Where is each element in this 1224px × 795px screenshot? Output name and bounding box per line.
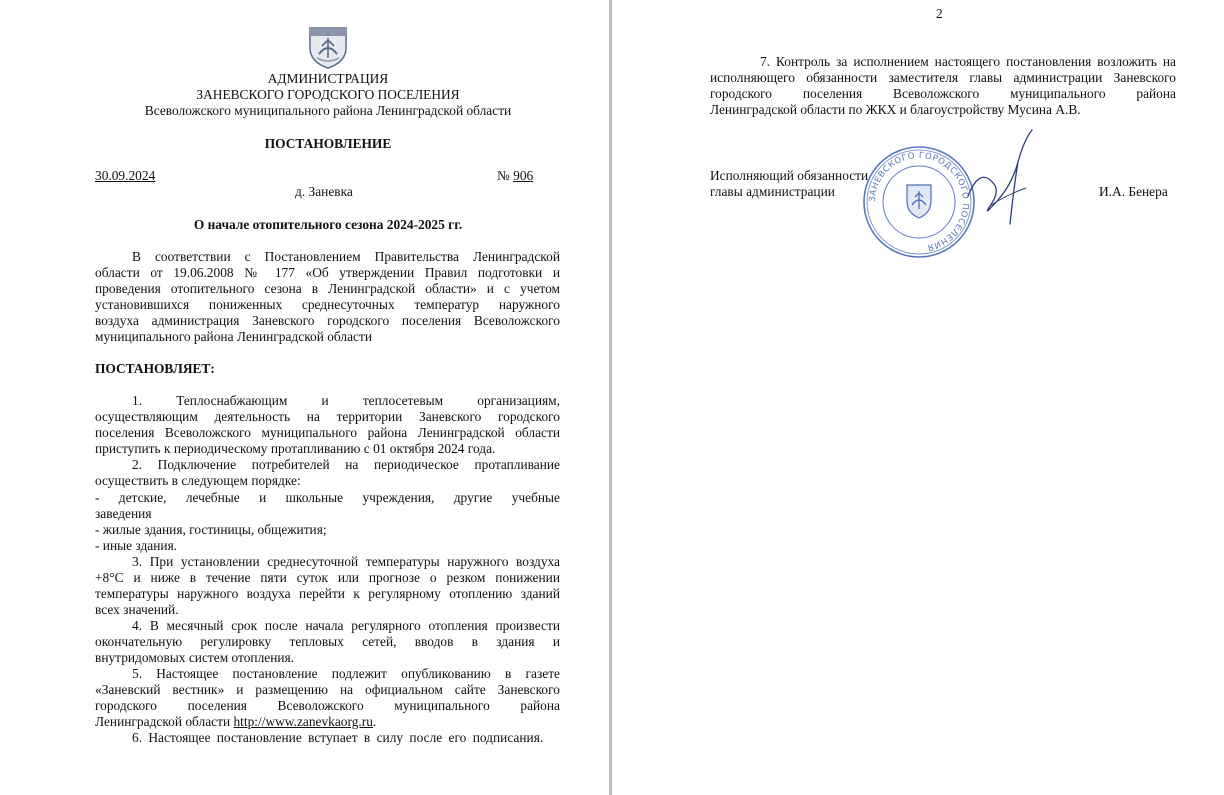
item-line: всех значений. bbox=[95, 602, 179, 617]
preamble-line: установившихся пониженных среднесуточных температур наружного bbox=[95, 297, 560, 312]
header-line-2: ЗАНЕВСКОГО ГОРОДСКОГО ПОСЕЛЕНИЯ bbox=[196, 87, 460, 102]
item-line: - жилые здания, гостиницы, общежития; bbox=[95, 522, 327, 537]
doc-place: д. Заневка bbox=[295, 184, 353, 199]
coat-of-arms-icon bbox=[307, 24, 349, 70]
item-line: «Заневский вестник» и размещению на официальном сайте Заневского bbox=[95, 682, 560, 697]
item-line: заведения bbox=[95, 506, 152, 521]
preamble-line: воздуха администрация Заневского городского поселения Всеволожского bbox=[95, 313, 560, 328]
signer-name: И.А. Бенера bbox=[1099, 184, 1168, 199]
official-stamp-icon bbox=[862, 145, 976, 259]
signer-title-1: Исполняющий обязанности bbox=[710, 168, 869, 183]
page-number: 2 bbox=[936, 6, 943, 21]
doc-type: ПОСТАНОВЛЕНИЕ bbox=[264, 136, 392, 151]
item-line: внутридомовых систем отопления. bbox=[95, 650, 295, 665]
item-line: приступить к периодическому протапливанию с 01 октября 2024 года. bbox=[95, 441, 496, 456]
item-line: температуры наружного воздуха перейти к регулярному отоплению зданий bbox=[95, 586, 560, 601]
signer-title-2: главы администрации bbox=[710, 184, 835, 199]
item-line: 2. Подключение потребителей на периодическое протапливание bbox=[132, 457, 560, 472]
item-line: поселения Всеволожского муниципального района Ленинградской области bbox=[95, 425, 560, 440]
item-line: осуществить в следующем порядке: bbox=[95, 473, 301, 488]
item-line: - иные здания. bbox=[95, 538, 178, 553]
item-line-period: . bbox=[372, 714, 377, 729]
doc-number-prefix: № bbox=[497, 168, 514, 183]
item7-line: 7. Контроль за исполнением настоящего постановления возложить на bbox=[760, 54, 1176, 69]
signature-icon bbox=[960, 126, 1040, 236]
item-line: 3. При установлении среднесуточной температуры наружного воздуха bbox=[132, 554, 560, 569]
item-line-text: Ленинградской области bbox=[95, 714, 234, 729]
preamble-line: В соответствии с Постановлением Правительства Ленинградской bbox=[132, 249, 560, 264]
item-line: осуществляющим деятельность на территории Заневского городского bbox=[95, 409, 560, 424]
item-line: 4. В месячный срок после начала регулярного отопления произвести bbox=[132, 618, 560, 633]
header-line-1: АДМИНИСТРАЦИЯ bbox=[267, 71, 389, 86]
doc-title: О начале отопительного сезона 2024-2025 гг. bbox=[193, 217, 463, 232]
preamble-line: проведения отопительного сезона в Ленинградской области» и с учетом bbox=[95, 281, 560, 296]
item-line: - детские, лечебные и школьные учреждения, другие учебные bbox=[95, 490, 560, 505]
item-line: 1. Теплоснабжающим и теплосетевым организациям, bbox=[132, 393, 560, 408]
doc-number bbox=[497, 168, 533, 184]
item-line: окончательную регулировку тепловых сетей, вводов в здания и bbox=[95, 634, 560, 649]
document-page-2 bbox=[612, 0, 1224, 795]
preamble-line: муниципального района Ленинградской области bbox=[95, 329, 372, 344]
document-page-1 bbox=[0, 0, 609, 795]
item7-line: городского поселения Всеволожского муниципального района bbox=[710, 86, 1176, 101]
preamble-line: области от 19.06.2008 № 177 «Об утверждении Правил подготовки и bbox=[95, 265, 560, 280]
item-line: 6. Настоящее постановление вступает в силу после его подписания. bbox=[132, 730, 544, 745]
doc-date: 30.09.2024 bbox=[95, 168, 156, 183]
item-line bbox=[95, 714, 376, 730]
item-line: городского поселения Всеволожского муниципального района bbox=[95, 698, 560, 713]
item-line: 5. Настоящее постановление подлежит опубликованию в газете bbox=[132, 666, 560, 681]
item7-line: исполняющего обязанности заместителя главы администрации Заневского bbox=[710, 70, 1176, 85]
doc-number-value: 906 bbox=[513, 168, 534, 183]
stamp-arc-text: ЗАНЕВСКОГО ГОРОДСКОГО ПОСЕЛЕНИЯ bbox=[867, 150, 971, 253]
header-line-3: Всеволожского муниципального района Ленинградской области bbox=[144, 103, 512, 118]
website-link[interactable]: http://www.zanevkaorg.ru bbox=[233, 714, 373, 729]
item-line: +8°С и ниже в течение пяти суток или прогнозе о резком понижении bbox=[95, 570, 560, 585]
item7-line: Ленинградской области по ЖКХ и благоустройству Мусина А.В. bbox=[710, 102, 1081, 117]
resolves-heading: ПОСТАНОВЛЯЕТ: bbox=[95, 361, 215, 376]
